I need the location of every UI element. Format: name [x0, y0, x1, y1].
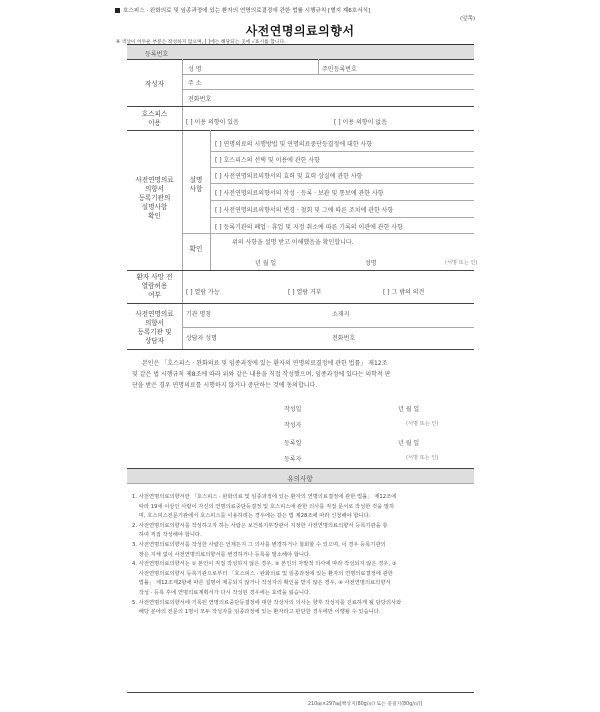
reg-number-row [127, 45, 474, 59]
reg-date-label: 등록일 [284, 440, 302, 447]
disclosure-option-other[interactable]: [ ] 그 밖의 의견 [383, 289, 425, 296]
disclosure-label-text: 환자 사망 전 열람허용 여부 [136, 273, 173, 299]
paper-spec: 210㎜×297㎜[백상지(80g/㎡) 또는 중질지(80g/㎡)] [308, 702, 423, 707]
guide-line: 4. 사전연명의료의향서는 ① 본인이 직접 작성하지 않은 경우, ② 본인의 자발적 의사에 따라 작성되지 않은 경우, ③ [132, 561, 397, 568]
institution-label-text: 사전연명의료 의향서 등록기관 및 상담자 [135, 310, 174, 345]
declaration-text [132, 358, 470, 391]
declaration-line: 본인은 「호스피스 · 완화의료 및 임종과정에 있는 환자의 연명의료결정에 관한 법률」 제12조 [142, 360, 388, 367]
explanation-item[interactable]: [ ] 호스피스의 선택 및 이용에 관한 사항 [215, 157, 320, 164]
disclosure-label [127, 273, 182, 300]
confirm-date: 년 월 일 [255, 260, 277, 267]
confirm-text: 위의 사항을 설명 받고 이해했음을 확인합니다. [232, 239, 354, 246]
guide-line: 법률」 제12조제2항에 따른 설명이 제공되지 않거나 작성자의 확인을 받지 않은 경우, ④ 사전연명의료의향서 [132, 580, 391, 587]
explanation-item[interactable]: [ ] 연명의료의 시행방법 및 연명의료중단등결정에 대한 사항 [215, 141, 373, 148]
guide-line: 하여 직접 작성해야 합니다. [132, 532, 202, 539]
disclosure-option-allow[interactable]: [ ] 열람 가능 [186, 289, 220, 296]
writing-date-label: 작성일 [284, 406, 302, 413]
institution-phone-label: 전화번호 [332, 335, 356, 342]
writer-name-label: 성 명 [188, 66, 202, 73]
explanation-items-label [182, 176, 210, 194]
counselor-name-label: 상담자 성명 [186, 335, 217, 342]
confirm-sign-hint: (서명 또는 인) [445, 260, 478, 266]
writer-sign-label: 작성자 [284, 422, 302, 429]
guide-line: 따라 19세 이상인 사람이 자신의 연명의료중단등결정 및 호스피스에 관한 의사를 직접 문서로 작성한 것을 말하 [132, 503, 395, 510]
instruction-note: ※ 색상이 어두운 부분은 작성하지 않으며, [ ]에는 해당되는 곳에 √표시를 합니다. [116, 40, 286, 45]
guide-line: 며, 호스피스전문기관에서 호스피스를 이용하려는 경우에는 같은 법 제28조에 따라 신청해야 합니다. [132, 513, 371, 520]
institution-name-label: 기관 명칭 [186, 311, 212, 318]
explanation-items-label-text: 설명 사항 [189, 176, 203, 193]
confirm-label: 확인 [189, 245, 203, 253]
guide-line: 3. 사전연명의료의향서를 작성한 사람은 언제든지 그 의사를 변경하거나 철회할 수 있으며, 이 경우 등록기관의 [132, 541, 386, 548]
declaration-line: 및 같은 법 시행규칙 제8조에 따라 위와 같은 내용을 직접 작성했으며, 임종과정에 있다는 의학적 판 [132, 371, 391, 378]
explanation-item[interactable]: [ ] 사전연명의료의향서의 효력 및 효력 상실에 관한 사항 [215, 173, 363, 180]
guide-line: 2. 사전연명의료의향서를 작성하고자 하는 사람은 보건복지부장관이 지정한 사전연명의료의향서 등록기관을 통 [132, 522, 388, 529]
guide-line: 사전연명의료의향서 등록기관으로부터 「호스피스 · 완화의료 및 임종과정에 있는 환자의 연명의료결정에 관한 [132, 570, 393, 577]
disclosure-option-deny[interactable]: [ ] 열람 거부 [288, 289, 322, 296]
writing-date-value: 년 월 일 [398, 406, 420, 413]
guide-line: 5. 사전연명의료의향서에 기록된 연명의료중단등결정에 대한 작성자의 의사는 향후 작성자를 진료하게 될 담당의사와 [132, 599, 402, 606]
confirm-sign-label: 성명 [365, 260, 377, 267]
registrar-sign-label: 등록자 [284, 456, 302, 463]
reg-number-label: 등록번호 [145, 51, 169, 58]
explanation-item[interactable]: [ ] 사전연명의료의향서의 변경 · 철회 및 그에 따른 조치에 관한 사항 [215, 207, 394, 214]
institution-label [127, 310, 182, 346]
guide-list [132, 493, 470, 618]
guide-title: 유의사항 [287, 475, 313, 483]
guide-line: 장은 지체 없이 사전연명의료의향서를 변경하거나 등록을 말소해야 합니다. [132, 551, 311, 558]
law-reference-text: 호스피스 · 완화의료 및 임종과정에 있는 환자의 연명의료결정에 관한 법률 시행규칙 [별지 제6호서식] [123, 8, 371, 14]
hospice-option-no[interactable]: [ ] 이용 의향이 없음 [334, 119, 387, 126]
explanation-label [127, 176, 182, 221]
registrar-sign-hint: (서명 또는 인) [406, 455, 439, 461]
law-reference [115, 6, 370, 14]
explanation-item[interactable]: [ ] 사전연명의료의향서의 작성 · 등록 · 보관 및 통보에 관한 사항 [215, 190, 384, 197]
guide-line: 해당 분야의 전문의 1명이 모두 작성자를 임종과정에 있는 환자라고 판단한 경우에만 이행될 수 있습니다. [132, 609, 381, 616]
writer-sign-hint: (서명 또는 인) [406, 421, 439, 427]
writer-rrn-label: 주민등록번호 [322, 66, 357, 73]
reg-date-value: 년 월 일 [398, 440, 420, 447]
writer-phone-label: 전화번호 [188, 96, 212, 103]
institution-location-label: 소재지 [332, 311, 350, 318]
declaration-line: 단을 받은 경우 연명의료를 시행하지 않거나 중단하는 것에 동의합니다. [132, 382, 318, 389]
form-title: 사전연명의료의향서 [245, 24, 355, 38]
hospice-label-text: 호스피스 이용 [141, 110, 168, 127]
explanation-item[interactable]: [ ] 등록기관의 폐업 · 휴업 및 지정 취소에 따른 기록의 이관에 관한 사항 [215, 224, 403, 231]
guide-line: 1. 사전연명의료의향서란 「호스피스 · 완화의료 및 임종과정에 있는 환자의 연명의료결정에 관한 법률」 제12조에 [132, 494, 397, 500]
explanation-label-text: 사전연명의료 의향서 등록기관의 설명사항 확인 [135, 176, 174, 220]
writer-address-label: 주 소 [188, 80, 202, 87]
page-side-tag: (앞쪽) [460, 16, 476, 22]
guide-line: 작성 · 등록 후에 연명의료계획서가 다시 작성된 경우에는 효력을 잃습니다. [132, 589, 311, 596]
writer-label: 작성자 [144, 80, 165, 88]
hospice-label [127, 110, 182, 128]
square-bullet-icon [115, 8, 120, 13]
hospice-option-yes[interactable]: [ ] 이용 의향이 있음 [186, 119, 239, 126]
